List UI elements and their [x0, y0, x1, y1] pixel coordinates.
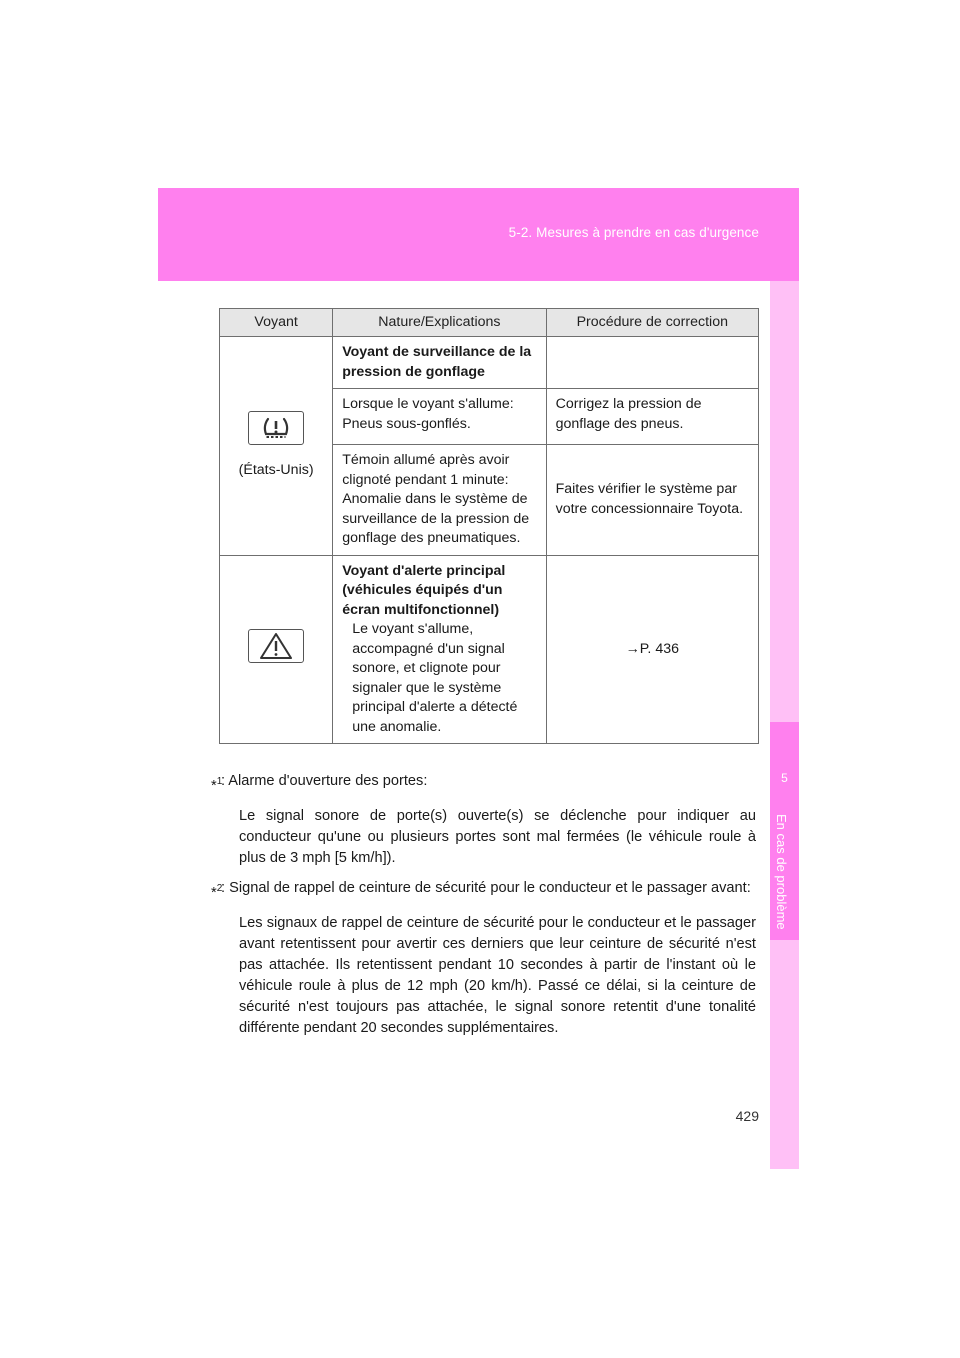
- chapter-title: En cas de problème: [774, 814, 789, 930]
- icon-caption: (États-Unis): [238, 462, 314, 479]
- explanation-cell: Témoin allumé après avoir clignoté pendant 1 minute: Anomalie dans le système de surveillance de la pression de gonflage des pneumatiques.: [333, 445, 546, 556]
- page-number: 429: [735, 1108, 759, 1124]
- table-header-row: [220, 309, 759, 337]
- correction-cell: →P. 436: [546, 555, 758, 744]
- section-header: [158, 188, 799, 281]
- column-header-procedure: Procédure de correction: [546, 309, 758, 337]
- item-title: Voyant d'alerte principal (véhicules équipés d'un écran multifonctionnel): [342, 562, 506, 618]
- table-row: [220, 555, 759, 744]
- item-explanation: Le voyant s'allume, accompagné d'un signal sonore, et clignote pour signaler que le système principal d'alerte a détecté une anomalie.: [352, 621, 518, 735]
- footnote-marker: *$^2$: [211, 882, 223, 901]
- footnote-text: Les signaux de rappel de ceinture de sécurité pour le conducteur et le passager avant retentissent pour avertir ces derniers que leur ceinture de sécurité n'est pas attachée. Ils retentissent pendant 10 secondes à partir de l'instant où le véhicule roule à plus de 12 mph (20 km/h). Passé ce délai, si la ceinture de sécurité n'est toujours pas attachée, le signal sonore retentit d'une tonalité différente pendant 20 secondes supplémentaires.: [239, 914, 756, 1036]
- item-title: Voyant de surveillance de la pression de gonflage: [333, 337, 546, 389]
- column-header-nature: Nature/Explications: [333, 309, 546, 337]
- indicator-cell: [220, 337, 333, 556]
- footnotes: [211, 771, 756, 1039]
- footnote-marker: *$^1$: [211, 776, 223, 794]
- indicator-cell: [220, 555, 333, 744]
- footnote-title: : Alarme d'ouverture des portes:: [221, 773, 428, 789]
- section-title: 5-2. Mesures à prendre en cas d'urgence: [508, 225, 759, 240]
- correction-cell: Corrigez la pression de gonflage des pneus.: [546, 389, 758, 445]
- footnote-title: : Signal de rappel de ceinture de sécurité pour le conducteur et le passager avant:: [221, 879, 751, 896]
- table-row: [220, 337, 759, 389]
- correction-cell: Faites vérifier le système par votre concessionnaire Toyota.: [546, 445, 758, 556]
- warning-lights-table: [219, 308, 759, 744]
- chapter-number: 5: [781, 771, 788, 785]
- master-warning-icon: [248, 629, 304, 663]
- footnote: [211, 771, 756, 869]
- footnote: [211, 878, 756, 1039]
- explanation-cell: [333, 555, 546, 744]
- tire-pressure-warning-icon: [248, 411, 304, 445]
- explanation-cell: Lorsque le voyant s'allume: Pneus sous-gonflés.: [333, 389, 546, 445]
- footnote-text: Le signal sonore de porte(s) ouverte(s) se déclenche pour indiquer au conducteur qu'une ou plusieurs portes sont mal fermées (le véhicule roule à plus de 3 mph [5 km/h]).: [239, 807, 756, 866]
- empty-cell: [546, 337, 758, 389]
- column-header-voyant: Voyant: [220, 309, 333, 337]
